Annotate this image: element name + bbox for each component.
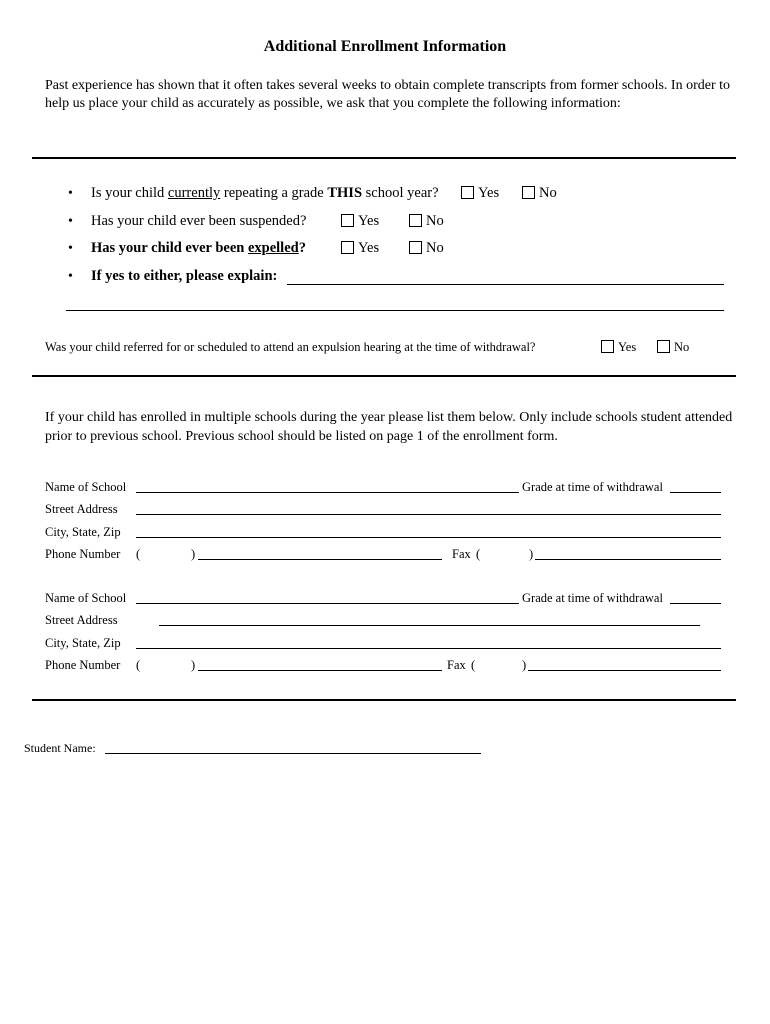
school1-fax-paren-close: ) xyxy=(529,547,534,561)
checkbox[interactable] xyxy=(409,214,422,227)
bullet: • xyxy=(68,269,73,284)
section-divider xyxy=(32,157,736,159)
section-divider xyxy=(32,699,736,701)
q3-yes-option[interactable]: Yes xyxy=(341,240,379,257)
q1-yes-option[interactable]: Yes xyxy=(461,185,499,202)
explain-line-1[interactable] xyxy=(287,284,724,285)
school1-name-label: Name of School xyxy=(45,480,127,494)
school2-name-label: Name of School xyxy=(45,591,127,605)
referral-question: Was your child referred for or scheduled to attend an expulsion hearing at the time of withdrawal? xyxy=(45,340,536,354)
checkbox[interactable] xyxy=(341,241,354,254)
school1-street-label: Street Address xyxy=(45,502,118,516)
checkbox[interactable] xyxy=(341,214,354,227)
checkbox[interactable] xyxy=(409,241,422,254)
question-suspended: Has your child ever been suspended? xyxy=(91,213,307,229)
school2-phone-input[interactable] xyxy=(198,670,442,671)
school2-fax-label: Fax xyxy=(447,658,466,672)
school2-fax-input[interactable] xyxy=(528,670,721,671)
q3-no-option[interactable]: No xyxy=(409,240,444,257)
school1-city-input[interactable] xyxy=(136,537,721,538)
student-name-input[interactable] xyxy=(105,753,481,754)
school1-grade-input[interactable] xyxy=(670,492,721,493)
question-expelled: Has your child ever been expelled? xyxy=(91,240,306,256)
referral-yes-option[interactable]: Yes xyxy=(601,340,636,355)
school1-phone-paren-open: ( xyxy=(136,547,141,561)
intro-paragraph: Past experience has shown that it often takes several weeks to obtain complete transcripts from former schools. In order to help us place your child as accurately as possible, we ask that you complete the following information: xyxy=(45,78,731,111)
school2-phone-paren-open: ( xyxy=(136,658,141,672)
section-divider xyxy=(32,375,736,377)
q2-yes-option[interactable]: Yes xyxy=(341,213,379,230)
school1-fax-paren-open: ( xyxy=(476,547,481,561)
page-title: Additional Enrollment Information xyxy=(263,38,507,55)
multi-school-note: If your child has enrolled in multiple schools during the year please list them below. Only include schools student attended prior to previous school. Previous school should be listed on page 1 of the enrollment form. xyxy=(45,410,733,444)
school1-fax-label: Fax xyxy=(452,547,471,561)
school2-fax-paren-close: ) xyxy=(522,658,527,672)
school1-fax-input[interactable] xyxy=(535,559,721,560)
bullet: • xyxy=(68,214,73,229)
school2-phone-label: Phone Number xyxy=(45,658,121,672)
school1-name-input[interactable] xyxy=(136,492,519,493)
explain-line-2[interactable] xyxy=(66,310,724,311)
student-name-label: Student Name: xyxy=(24,741,96,755)
bullet: • xyxy=(68,241,73,256)
referral-no-option[interactable]: No xyxy=(657,340,689,355)
school2-city-label: City, State, Zip xyxy=(45,636,121,650)
school1-phone-input[interactable] xyxy=(198,559,442,560)
question-repeating-grade: Is your child currently repeating a grade THIS school year? xyxy=(91,185,439,201)
bullet: • xyxy=(68,186,73,201)
school2-phone-paren-close: ) xyxy=(191,658,196,672)
school2-grade-label: Grade at time of withdrawal xyxy=(522,591,663,605)
school1-phone-paren-close: ) xyxy=(191,547,196,561)
school1-grade-label: Grade at time of withdrawal xyxy=(522,480,663,494)
school2-fax-paren-open: ( xyxy=(471,658,476,672)
q1-no-option[interactable]: No xyxy=(522,185,557,202)
checkbox[interactable] xyxy=(657,340,670,353)
checkbox[interactable] xyxy=(461,186,474,199)
school2-city-input[interactable] xyxy=(136,648,721,649)
checkbox[interactable] xyxy=(601,340,614,353)
school2-street-input[interactable] xyxy=(159,625,700,626)
school2-street-label: Street Address xyxy=(45,613,118,627)
school1-phone-label: Phone Number xyxy=(45,547,121,561)
q2-no-option[interactable]: No xyxy=(409,213,444,230)
school1-street-input[interactable] xyxy=(136,514,721,515)
school2-name-input[interactable] xyxy=(136,603,519,604)
explain-label: If yes to either, please explain: xyxy=(91,268,278,284)
checkbox[interactable] xyxy=(522,186,535,199)
school2-grade-input[interactable] xyxy=(670,603,721,604)
school1-city-label: City, State, Zip xyxy=(45,525,121,539)
